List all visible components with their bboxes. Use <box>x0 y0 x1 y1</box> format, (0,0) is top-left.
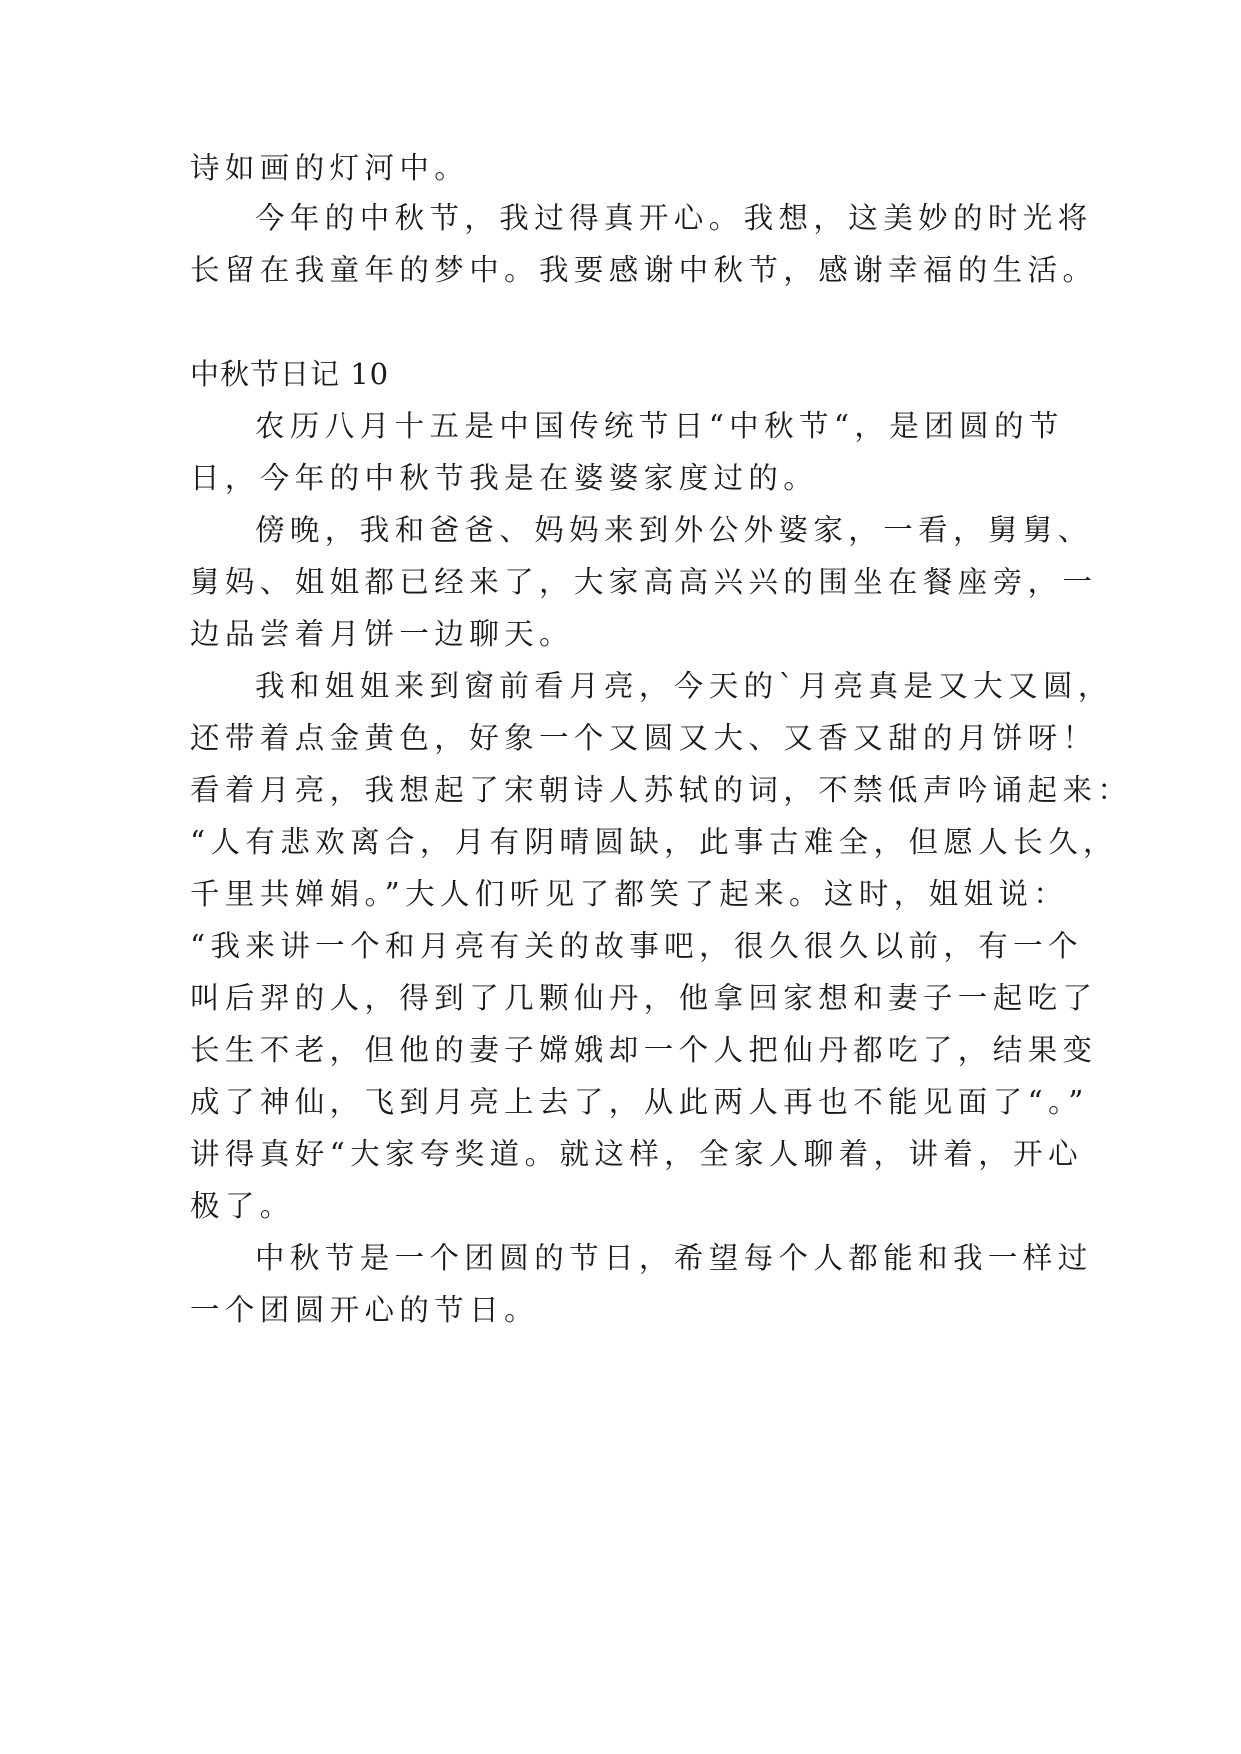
text-line: “我来讲一个和月亮有关的故事吧，很久很久以前，有一个 <box>190 929 1083 963</box>
text-line: 讲得真好“大家夸奖道。就这样，全家人聊着，讲着，开心 <box>190 1137 1083 1171</box>
text-line: 一个团圆开心的节日。 <box>190 1293 540 1327</box>
text-line: 看着月亮，我想起了宋朝诗人苏轼的词，不禁低声吟诵起来： <box>190 773 1133 807</box>
text-line: 我和姐姐来到窗前看月亮，今天的`月亮真是又大又圆， <box>255 669 1113 703</box>
text-line: 长生不老，但他的妻子嫦娥却一个人把仙丹都吃了，结果变 <box>190 1033 1098 1067</box>
text-line: 舅妈、姐姐都已经来了，大家高高兴兴的围坐在餐座旁，一 <box>190 565 1098 599</box>
text-line: 还带着点金黄色，好象一个又圆又大、又香又甜的月饼呀！ <box>190 721 1098 755</box>
text-line: 叫后羿的人，得到了几颗仙丹，他拿回家想和妻子一起吃了 <box>190 981 1098 1015</box>
text-line: 今年的中秋节，我过得真开心。我想，这美妙的时光将 <box>255 201 1093 235</box>
text-line: 长留在我童年的梦中。我要感谢中秋节，感谢幸福的生活。 <box>190 253 1098 287</box>
text-line: 千里共婵娟。”大人们听见了都笑了起来。这时，姐姐说： <box>190 877 1069 911</box>
text-line: 农历八月十五是中国传统节日“中秋节“，是团圆的节 <box>255 409 1064 443</box>
text-line: 傍晚，我和爸爸、妈妈来到外公外婆家，一看，舅舅、 <box>255 513 1093 547</box>
text-line: 边品尝着月饼一边聊天。 <box>190 617 574 651</box>
text-line: 中秋节是一个团圆的节日，希望每个人都能和我一样过 <box>255 1241 1093 1275</box>
text-line: 诗如画的灯河中。 <box>190 151 470 185</box>
text-line: “人有悲欢离合，月有阴晴圆缺，此事古难全，但愿人长久， <box>190 825 1118 859</box>
text-line: 极了。 <box>190 1189 295 1223</box>
section-heading: 中秋节日记 10 <box>190 357 390 391</box>
text-line: 日，今年的中秋节我是在婆婆家度过的。 <box>190 461 819 495</box>
text-line: 成了神仙，飞到月亮上去了，从此两人再也不能见面了“。” <box>190 1085 1089 1119</box>
